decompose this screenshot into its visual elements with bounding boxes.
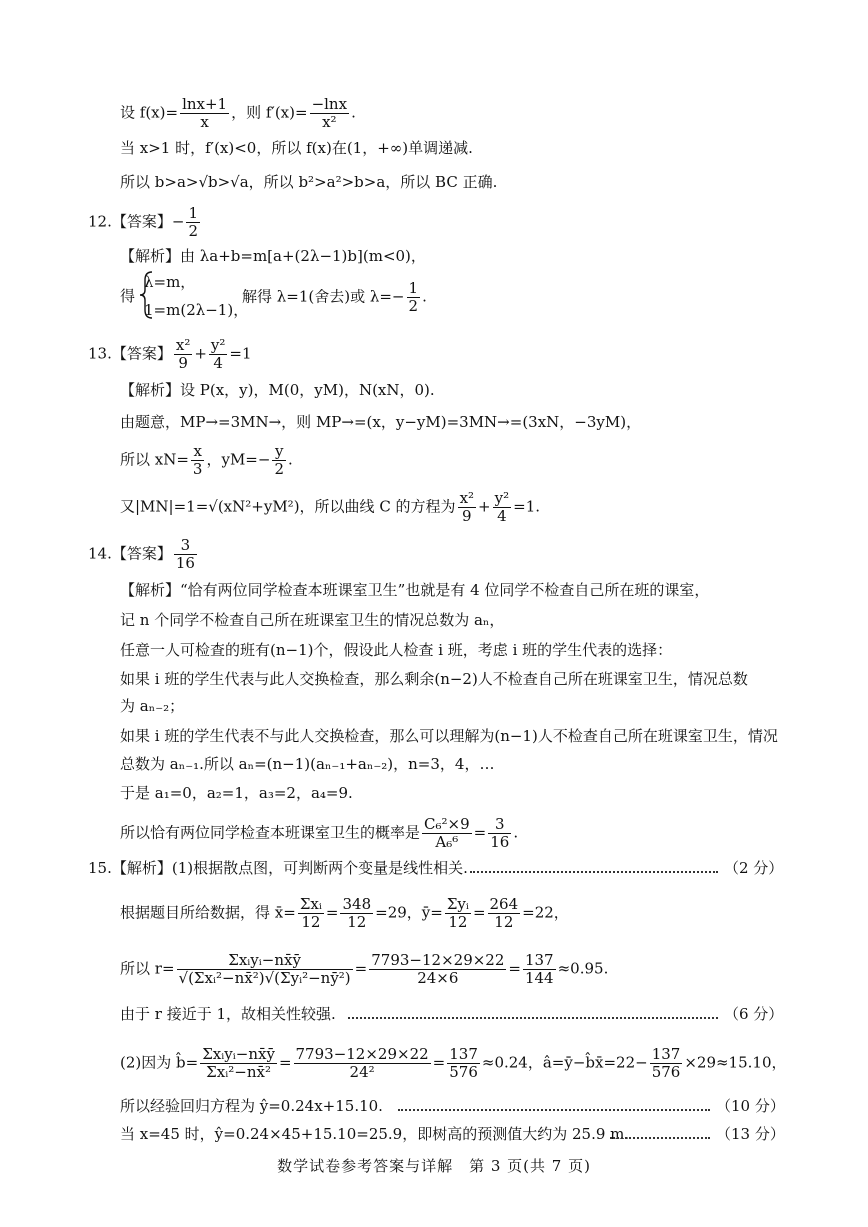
fraction [174, 537, 197, 572]
text: (2)因为 b̂= [120, 1053, 199, 1072]
numerator: 3 [494, 815, 505, 833]
q15-regression-eq: 所以经验回归方程为 ŷ=0.24x+15.10. [120, 1097, 383, 1115]
q14-analysis-3: 任意一人可检查的班有(n−1)个，假设此人检查 i 班，考虑 i 班的学生代表的选择： [120, 641, 673, 659]
numerator: Σxᵢ [299, 895, 322, 913]
text: ，yM=− [206, 450, 271, 469]
q15-means [120, 896, 569, 931]
conclusion-line: 所以 b>a>√b>√a，所以 b²>a²>b>a，所以 BC 正确. [120, 173, 498, 191]
fraction [298, 896, 324, 931]
numerator: Σxᵢyᵢ−nx̄ȳ [228, 951, 301, 969]
numerator: y² [210, 336, 226, 354]
q13-analysis-4 [120, 490, 540, 525]
text: = [325, 903, 339, 922]
denominator: 2 [408, 297, 419, 315]
numerator: −lnx [311, 95, 348, 113]
text: = [473, 823, 487, 842]
text: ≈0.24，â=ȳ−b̂x̄=22− [481, 1053, 648, 1072]
fraction [180, 96, 229, 131]
numerator: x [193, 442, 202, 460]
q12-system-2: 1=m(2λ−1)， [144, 301, 249, 319]
text: − [171, 212, 185, 231]
text: 所以 xN= [120, 450, 189, 469]
fraction [191, 443, 205, 478]
q14-analysis-2: 记 n 个同学不检查自己所在班课室卫生的情况总数为 aₙ， [120, 611, 505, 629]
text: + [478, 497, 491, 516]
text: + [194, 344, 207, 363]
numerator: 137 [449, 1045, 478, 1063]
text: 所以恰有两位同学检查本班课室卫生的概率是 [120, 823, 421, 842]
text: =29，ȳ= [375, 903, 443, 922]
q13-answer [88, 337, 252, 372]
text: =1. [513, 497, 541, 516]
fraction [445, 896, 471, 931]
numerator: y [274, 442, 284, 460]
fraction [209, 337, 228, 372]
denominator: 9 [174, 354, 192, 372]
denominator: x² [310, 113, 350, 131]
q12-system-1: λ=m， [144, 273, 196, 291]
denominator: Σxᵢ²−nx̄² [200, 1063, 277, 1081]
denominator: 9 [458, 507, 476, 525]
q14-analysis-6: 如果 i 班的学生代表不与此人交换检查，那么可以理解为(n−1)人不检查自己所在班课室卫生，情况 [120, 727, 778, 745]
label: 13.【答案】 [88, 344, 172, 363]
text: = [508, 959, 521, 978]
label: 12.【答案】 [88, 212, 172, 231]
denominator: 576 [449, 1063, 478, 1081]
denominator: 12 [488, 913, 521, 931]
text: . [513, 823, 519, 842]
dot-leader [348, 1017, 718, 1019]
numerator: C₆²×9 [424, 815, 470, 833]
denominator: A₆⁶ [422, 833, 472, 851]
denominator: 12 [445, 913, 471, 931]
numerator: 3 [180, 536, 191, 554]
score-10: （10 分） [716, 1097, 785, 1115]
denominator: 24² [294, 1063, 431, 1081]
denominator: x [180, 113, 229, 131]
fraction [340, 896, 373, 931]
text: 设 f(x)= [120, 103, 179, 122]
numerator: 7793−12×29×22 [295, 1045, 429, 1063]
denominator: 4 [493, 507, 512, 525]
denominator: 24×6 [369, 969, 506, 987]
numerator: 7793−12×29×22 [371, 951, 505, 969]
q15-strength: 由于 r 接近于 1，故相关性较强. [120, 1005, 336, 1023]
text: . [288, 450, 293, 469]
fraction [523, 952, 556, 987]
fraction [200, 1046, 277, 1081]
denominator: 12 [298, 913, 324, 931]
fraction [272, 443, 286, 478]
dot-leader [610, 1137, 710, 1139]
denominator: 16 [175, 554, 195, 572]
denominator: 2 [274, 460, 284, 478]
denominator: 4 [209, 354, 228, 372]
fraction [488, 896, 521, 931]
q14-analysis-7: 总数为 aₙ₋₁.所以 aₙ=(n−1)(aₙ₋₁+aₙ₋₂)，n=3，4，… [120, 755, 495, 773]
fraction [422, 816, 472, 851]
text: = [354, 959, 368, 978]
numerator: 264 [489, 895, 519, 913]
fraction [447, 1046, 480, 1081]
fraction [177, 952, 353, 987]
dot-leader [470, 871, 718, 873]
text: 所以 r= [120, 959, 175, 978]
fraction [294, 1046, 431, 1081]
text: ≈0.95. [557, 959, 609, 978]
q12-de: 得 [120, 287, 136, 305]
denominator: √(Σxᵢ²−nx̄²)√(Σyᵢ²−nȳ²) [178, 969, 351, 987]
label: 14.【答案】 [88, 544, 172, 563]
q14-analysis-1: 【解析】“恰有两位同学检查本班课室卫生”也就是有 4 位同学不检查自己所在班的课室， [120, 581, 710, 599]
q15-part1: 15.【解析】(1)根据散点图，可判断两个变量是线性相关. [88, 859, 468, 877]
denominator: 144 [524, 969, 554, 987]
denominator: 576 [651, 1063, 681, 1081]
fraction [310, 96, 350, 131]
text: 又|MN|=1=√(xN²+yM²)，所以曲线 C 的方程为 [120, 497, 456, 516]
fraction [369, 952, 506, 987]
text: 根据题目所给数据，得 x̄= [120, 903, 296, 922]
q12-solution [242, 280, 427, 315]
fraction [493, 490, 512, 525]
derivative-line [120, 96, 356, 131]
numerator: x² [175, 336, 191, 354]
fraction [650, 1046, 683, 1081]
q14-analysis-9 [120, 816, 518, 851]
monotonic-line: 当 x>1 时，f′(x)<0，所以 f(x)在(1，+∞)单调递减. [120, 139, 473, 157]
page-footer: 数学试卷参考答案与详解 第 3 页(共 7 页) [277, 1157, 591, 1175]
score-2: （2 分） [724, 859, 784, 877]
denominator: 3 [192, 460, 203, 478]
text: =1 [229, 344, 252, 363]
q15-regression-coef [120, 1046, 787, 1081]
text: 解得 λ=1(舍去)或 λ=− [242, 287, 405, 306]
fraction [488, 816, 511, 851]
numerator: 348 [342, 895, 372, 913]
numerator: Σyᵢ [446, 895, 469, 913]
fraction [186, 205, 200, 240]
score-6: （6 分） [724, 1005, 784, 1023]
fraction [174, 337, 192, 372]
numerator: 1 [188, 204, 198, 222]
numerator: lnx+1 [182, 95, 228, 113]
text: = [432, 1053, 446, 1072]
text: = [472, 903, 486, 922]
numerator: 137 [651, 1045, 681, 1063]
q13-analysis-1: 【解析】设 P(x，y)，M(0，yM)，N(xN，0). [120, 381, 435, 399]
q14-analysis-8: 于是 a₁=0，a₂=1，a₃=2，a₄=9. [120, 784, 353, 802]
text: = [278, 1053, 292, 1072]
denominator: 12 [340, 913, 373, 931]
q15-correlation [120, 952, 608, 987]
fraction [407, 280, 421, 315]
numerator: Σxᵢyᵢ−nx̄ȳ [202, 1045, 275, 1063]
q14-analysis-5: 为 aₙ₋₂； [120, 697, 185, 715]
text: ，则 f′(x)= [231, 103, 308, 122]
q14-answer [88, 537, 199, 572]
denominator: 2 [188, 222, 198, 240]
q14-analysis-4: 如果 i 班的学生代表与此人交换检查，那么剩余(n−2)人不检查自己所在班课室卫生，情况总数 [120, 670, 748, 688]
q12-answer [88, 205, 202, 240]
text: ×29≈15.10， [684, 1053, 787, 1072]
fraction [458, 490, 476, 525]
denominator: 16 [490, 833, 510, 851]
q13-analysis-2: 由题意，MP→=3MN→，则 MP→=(x，y−yM)=3MN→=(3xN，−3yM)， [120, 413, 642, 431]
numerator: 1 [408, 279, 419, 297]
numerator: y² [494, 489, 510, 507]
text: =22， [522, 903, 569, 922]
numerator: x² [459, 489, 475, 507]
text: . [422, 287, 427, 306]
q15-prediction: 当 x=45 时，ŷ=0.24×45+15.10=25.9，即树高的预测值大约为 25.9 m. [120, 1125, 630, 1143]
text: . [351, 103, 356, 122]
dot-leader [398, 1109, 710, 1111]
q13-analysis-3 [120, 443, 293, 478]
q12-analysis: 【解析】由 λa+b=m[a+(2λ−1)b](m<0)， [120, 247, 426, 265]
score-13: （13 分） [716, 1125, 785, 1143]
numerator: 137 [524, 951, 554, 969]
